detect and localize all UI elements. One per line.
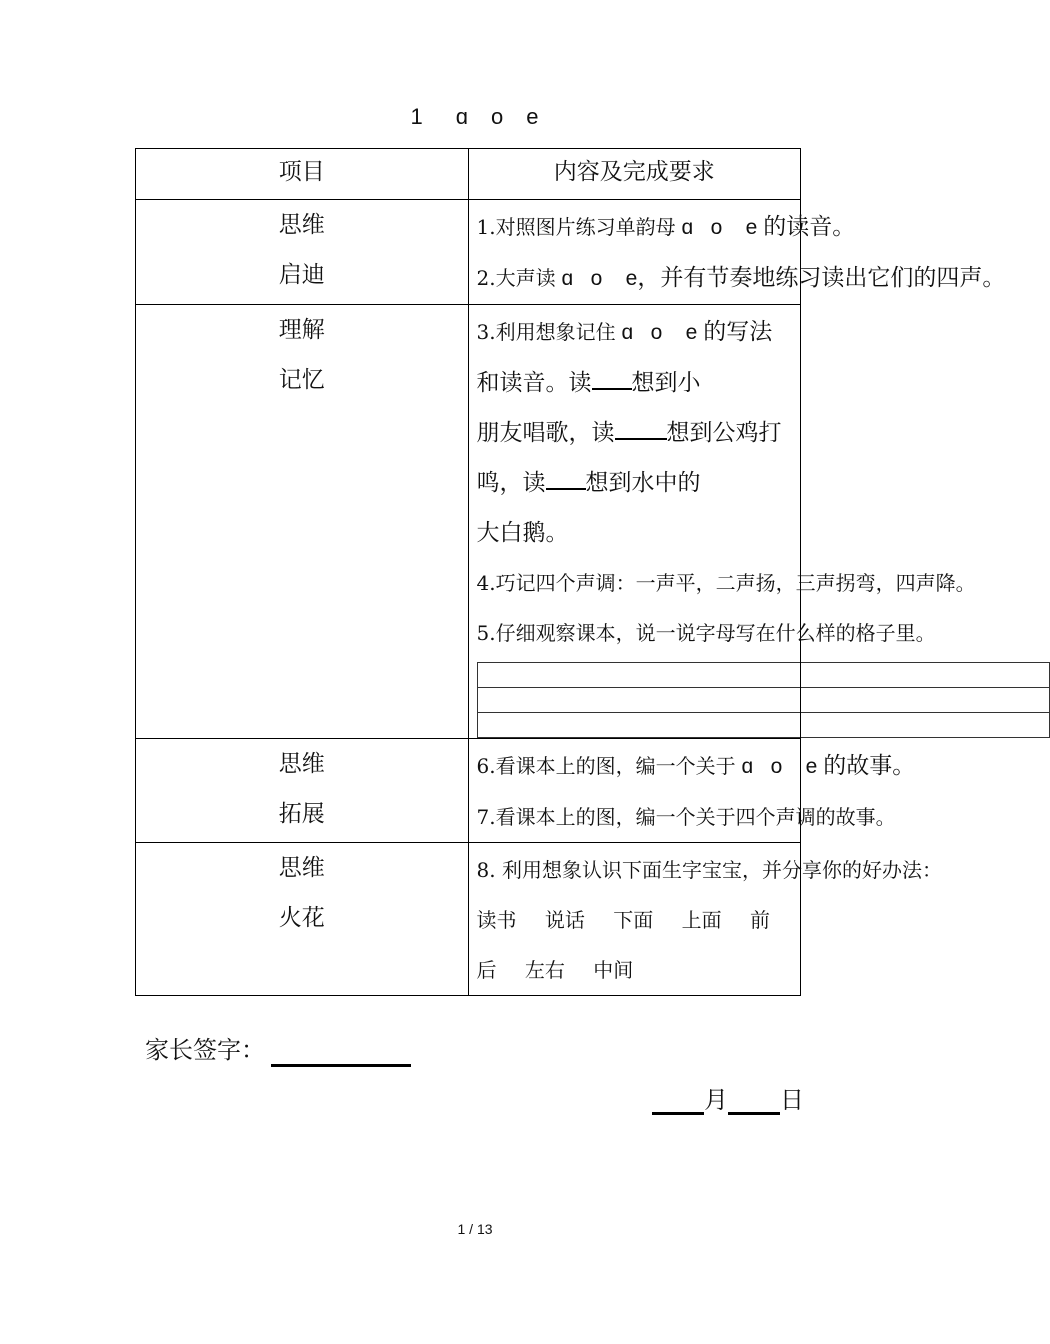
page-title [0,104,950,130]
word: 上面 [681,908,722,932]
grid-line [478,713,1049,737]
header-project: 项目 [136,149,469,200]
category-line: 记忆 [278,367,325,393]
row-thinking-inspire [136,200,801,305]
category-cell [136,305,469,739]
item-8: 8. 利用想象认识下面生字宝宝，并分享你的好办法： [476,858,942,882]
worksheet-table [135,148,1006,996]
content-cell [468,739,916,843]
day-label: 日 [780,1086,804,1114]
content-cell [468,305,976,739]
parent-signature-label: 家长签字： [145,1036,265,1064]
page-number: 1 / 13 [457,1221,493,1237]
header-content: 内容及完成要求 [468,149,801,200]
category-line: 火花 [278,905,325,931]
word: 说话 [544,908,585,932]
fill-blank[interactable] [615,412,667,440]
title-letter-e: e [526,104,540,129]
category-line: 思维 [278,751,325,777]
title-letter-o: o [491,104,505,129]
fill-blank[interactable] [546,462,586,490]
row-understand-memorize [136,305,801,739]
category-line: 思维 [278,855,325,881]
title-number: 1 [410,104,424,129]
item-5: 5.仔细观察课本，说一说字母写在什么样的格子里。 [476,621,936,645]
category-cell [136,200,469,305]
word: 中间 [593,958,634,982]
category-line: 思维 [278,212,325,238]
word: 读书 [476,908,517,932]
item-7: 7.看课本上的图，编一个关于四个声调的故事。 [476,805,896,829]
grid-line [478,663,1049,688]
title-letter-a: ɑ [455,104,469,129]
item-1: 1.对照图片练习单韵母 ɑ o e 的读音。 [476,214,856,240]
word: 左右 [524,958,565,982]
four-line-grid [477,662,1050,738]
table-header-row [136,149,801,200]
category-line: 启迪 [278,262,325,288]
month-label: 月 [704,1086,728,1114]
category-cell [136,739,469,843]
parent-signature-field[interactable] [271,1064,411,1067]
day-field[interactable] [728,1082,780,1115]
fill-blank[interactable] [592,362,632,390]
word-list [477,895,793,995]
item-3: 3.利用想象记住 ɑ o e 的写法和读音。读 想到小 朋友唱歌，读 想到公鸡打鸣，读 想到水中的 大白鹅。 [476,319,782,546]
category-line: 理解 [278,317,325,343]
month-field[interactable] [652,1082,704,1115]
item-2: 2.大声读 ɑ o e，并有节奏地练习读出它们的四声。 [476,265,1006,291]
row-thinking-spark [136,843,801,996]
word: 下面 [613,908,654,932]
date-line [652,1080,804,1115]
item-6: 6.看课本上的图，编一个关于 ɑ o e 的故事。 [476,753,916,779]
item-4: 4.巧记四个声调：一声平，二声扬，三声拐弯，四声降。 [476,571,976,595]
category-cell [136,843,469,996]
content-cell [468,843,942,996]
grid-line [478,688,1049,713]
category-line: 拓展 [278,801,325,827]
row-thinking-expand [136,739,801,843]
content-cell [468,200,1006,305]
word: 前后 [476,908,770,982]
